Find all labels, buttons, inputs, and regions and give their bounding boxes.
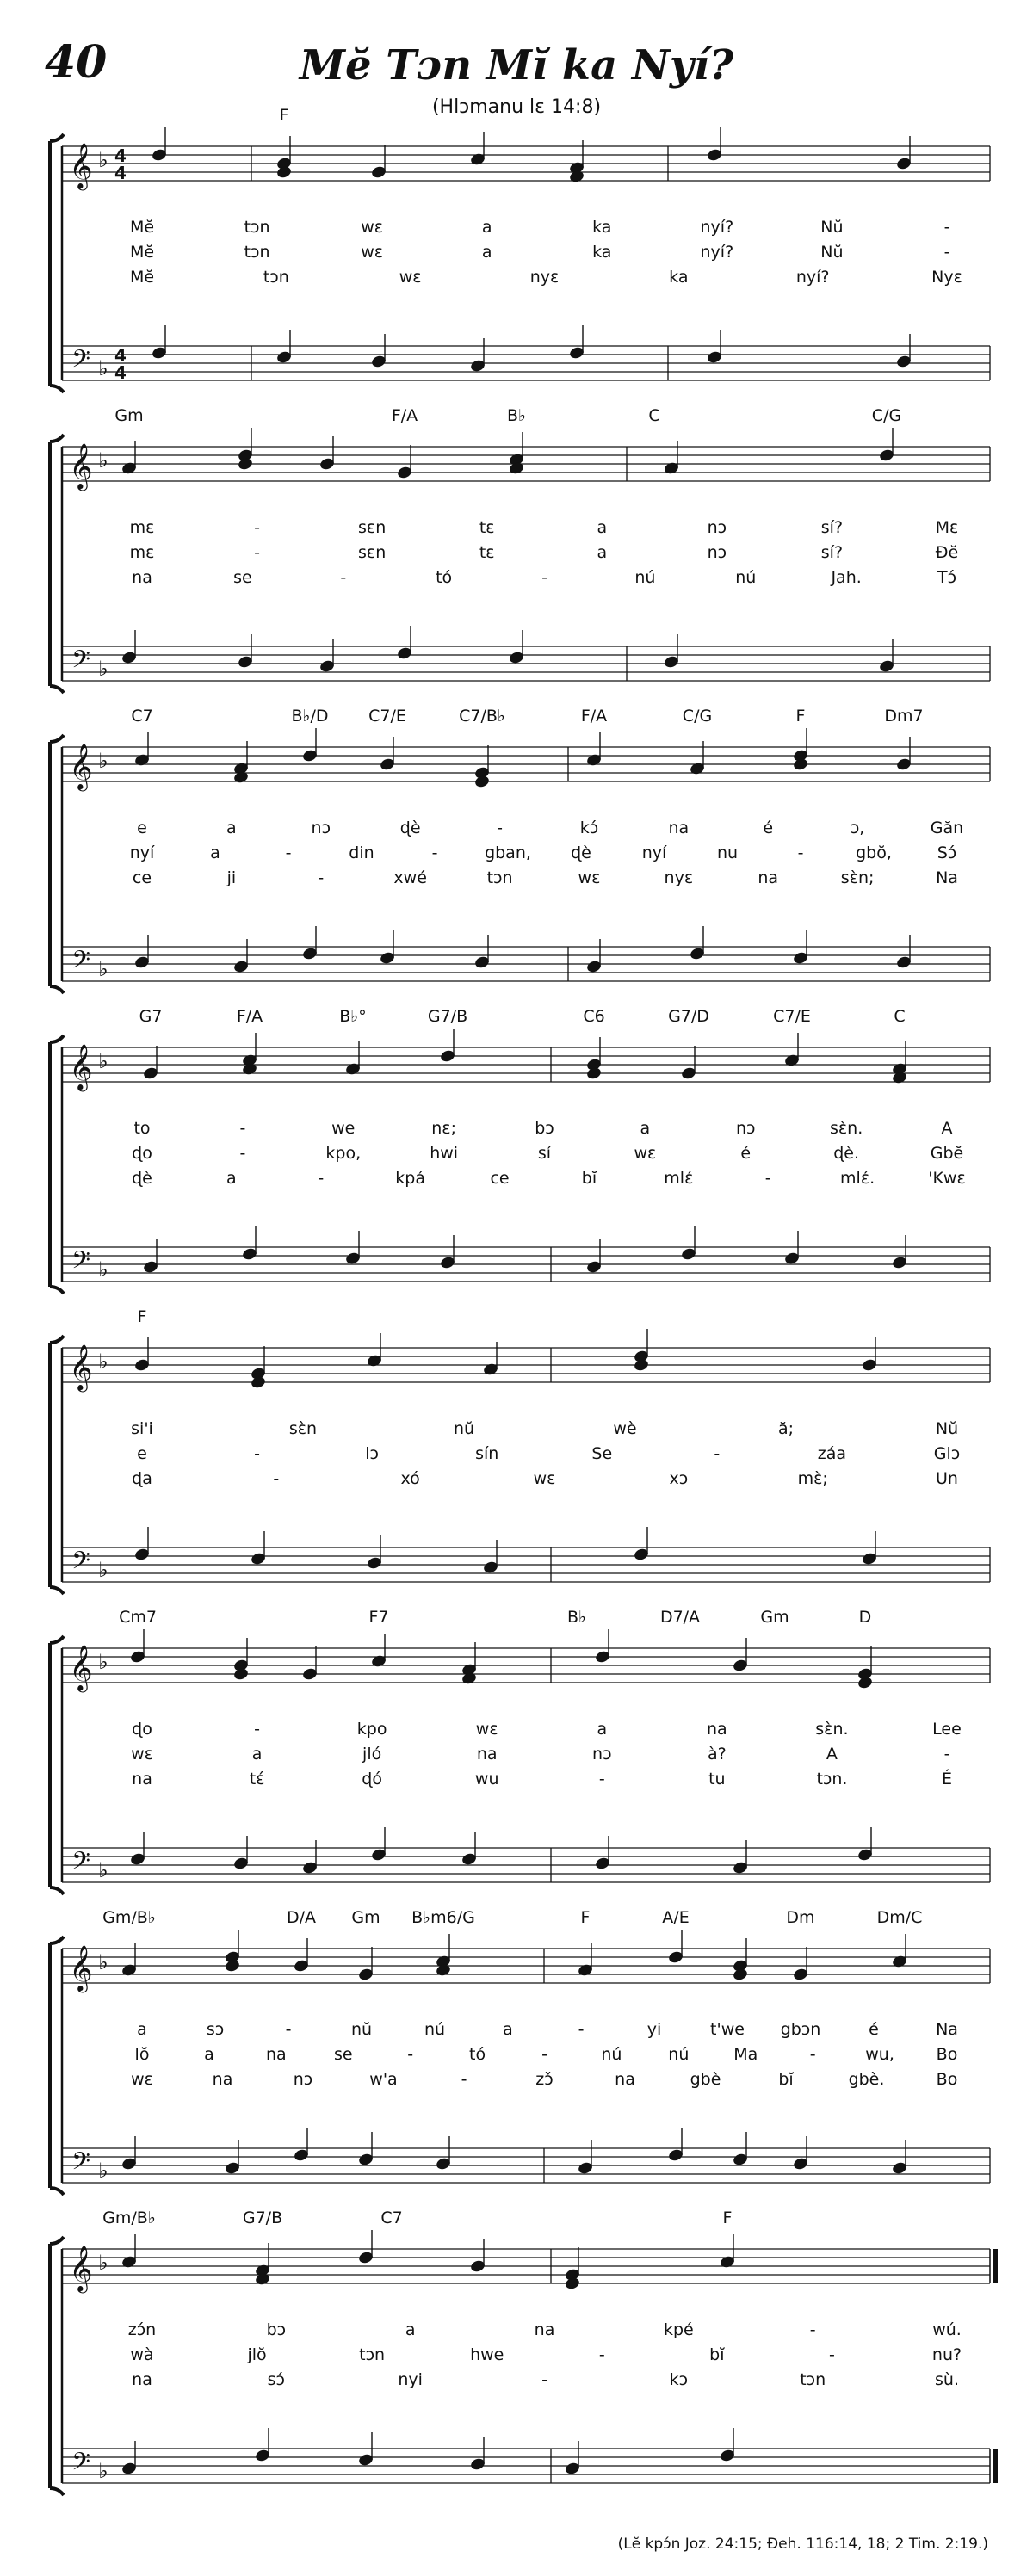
key-signature-flat: ♭ xyxy=(98,749,108,773)
lyric-verse-2: na xyxy=(476,1745,498,1764)
chord-symbol: C/G xyxy=(871,406,902,425)
chord-symbol: G7 xyxy=(139,1007,163,1026)
lyric-verse-2: wu, xyxy=(865,2045,894,2064)
chord-symbol: C7 xyxy=(131,707,153,726)
lyric-verse-1: mɛ xyxy=(129,518,155,537)
lyric-verse-3: nyɛ xyxy=(664,868,694,887)
lyric-verse-3: kɔ xyxy=(669,2370,689,2389)
key-signature-flat: ♭ xyxy=(98,448,108,473)
lyric-verse-1: zɔ́n xyxy=(127,2320,157,2339)
lyric-verse-2: - xyxy=(285,843,292,862)
key-signature-flat: ♭ xyxy=(98,1650,108,1674)
lyric-verse-3: na xyxy=(132,568,152,587)
lyric-verse-2: - xyxy=(254,1444,261,1463)
chord-symbol: F/A xyxy=(236,1007,263,1026)
lyric-verse-3: bĭ xyxy=(778,2070,794,2089)
lyric-verse-1: a xyxy=(503,2020,513,2039)
chord-symbol: F/A xyxy=(391,406,418,425)
lyric-verse-3: sù. xyxy=(935,2370,959,2389)
lyric-verse-2: sí? xyxy=(820,543,844,562)
lyric-verse-1: nŭ xyxy=(350,2020,373,2039)
lyric-verse-2: a xyxy=(597,543,608,562)
chord-symbol: C xyxy=(648,406,660,425)
chord-symbol: Cm7 xyxy=(119,1608,157,1627)
key-signature-flat: ♭ xyxy=(98,1049,108,1073)
lyric-verse-3: w'a xyxy=(369,2070,398,2089)
lyric-verse-2: Ðĕ xyxy=(935,543,959,562)
lyric-verse-2: e xyxy=(137,1444,147,1463)
lyric-verse-3: tɔn xyxy=(486,868,513,887)
lyric-verse-1: sɛ̀n. xyxy=(829,1119,863,1138)
lyric-verse-2: nɔ xyxy=(592,1745,612,1764)
lyric-verse-2: nu xyxy=(716,843,739,862)
lyric-verse-1: a xyxy=(640,1119,651,1138)
lyric-verse-3: nyɛ xyxy=(529,268,560,287)
lyric-verse-3: wɛ xyxy=(399,268,422,287)
lyric-verse-1: Mɛ xyxy=(935,518,959,537)
lyric-verse-2: - xyxy=(598,2345,605,2364)
lyric-verse-1: kpo xyxy=(356,1720,387,1739)
lyric-verse-1: yi xyxy=(646,2020,662,2039)
lyric-verse-2: - xyxy=(714,1444,721,1463)
lyric-verse-2: lɔ xyxy=(365,1444,380,1463)
chord-symbol: F xyxy=(795,707,806,726)
lyric-verse-3: Tɔ́ xyxy=(937,568,957,587)
lyric-verse-1: bɔ xyxy=(535,1119,554,1138)
lyric-verse-3: tɔn xyxy=(800,2370,826,2389)
chord-symbol: B♭/D xyxy=(291,707,329,726)
lyric-verse-3: ka xyxy=(669,268,689,287)
lyric-verse-2: kpo, xyxy=(325,1144,362,1163)
lyric-verse-3: Mĕ xyxy=(129,268,155,287)
key-signature-flat: ♭ xyxy=(98,657,108,681)
lyric-verse-2: se xyxy=(333,2045,353,2064)
treble-clef-icon: 𝄞 xyxy=(69,1344,93,1390)
lyric-verse-1: Nŭ xyxy=(935,1419,959,1438)
lyric-verse-2: lŏ xyxy=(134,2045,150,2064)
lyric-verse-2: Mĕ xyxy=(129,243,155,262)
lyric-verse-2: wɛ xyxy=(361,243,384,262)
lyric-verse-3: - xyxy=(273,1469,280,1488)
lyric-verse-2: - xyxy=(431,843,438,862)
lyric-verse-2: a xyxy=(204,2045,214,2064)
key-signature-flat: ♭ xyxy=(98,1858,108,1882)
lyric-verse-1: na xyxy=(707,1720,727,1739)
lyric-verse-2: nú xyxy=(668,2045,690,2064)
lyric-verse-3: a xyxy=(226,1169,237,1188)
lyric-verse-3: xó xyxy=(400,1469,420,1488)
chord-symbol: C7 xyxy=(380,2208,403,2227)
lyric-verse-3: 'Kwɛ xyxy=(928,1169,966,1188)
lyric-verse-2: din xyxy=(349,843,374,862)
lyric-verse-1: tɔn xyxy=(244,218,270,237)
bass-clef-icon: 𝄢 xyxy=(71,646,90,680)
lyric-verse-1: - xyxy=(254,1720,261,1739)
key-signature-flat: ♭ xyxy=(98,1558,108,1582)
chord-symbol: C6 xyxy=(583,1007,605,1026)
lyric-verse-3: bĭ xyxy=(581,1169,597,1188)
chord-symbol: D/A xyxy=(286,1908,317,1927)
lyric-verse-1: e xyxy=(137,819,147,837)
lyric-verse-2: ka xyxy=(592,243,612,262)
lyric-verse-1: a xyxy=(137,2020,147,2039)
lyric-verse-3: mɛ̀; xyxy=(797,1469,828,1488)
lyric-verse-3: nɔ xyxy=(293,2070,313,2089)
lyric-verse-3: ɖa xyxy=(132,1469,152,1488)
lyric-verse-3: xwé xyxy=(393,868,427,887)
lyric-verse-3: ɖó xyxy=(362,1770,382,1788)
lyric-verse-3: - xyxy=(541,568,547,587)
lyric-verse-2: Ma xyxy=(733,2045,758,2064)
chord-symbol: Dm/C xyxy=(876,1908,923,1927)
lyric-verse-1: ka xyxy=(592,218,612,237)
lyric-verse-2: - xyxy=(254,543,261,562)
lyric-verse-1: to xyxy=(133,1119,151,1138)
chord-symbol: F xyxy=(580,1908,591,1927)
lyric-verse-1: ɔ, xyxy=(850,819,865,837)
treble-clef-icon: 𝄞 xyxy=(69,142,93,188)
chord-symbol: F7 xyxy=(368,1608,389,1627)
chord-symbol: F xyxy=(279,106,289,125)
lyric-verse-3: - xyxy=(764,1169,771,1188)
lyric-verse-1: si'i xyxy=(131,1419,153,1438)
treble-clef-icon: 𝄞 xyxy=(69,442,93,489)
lyric-verse-1: a xyxy=(226,819,237,837)
lyric-verse-1: - xyxy=(497,819,503,837)
lyric-verse-1: a xyxy=(597,518,608,537)
lyric-verse-2: nyí xyxy=(641,843,667,862)
lyric-verse-3: mlɛ́. xyxy=(840,1169,875,1188)
lyric-verse-1: Lee xyxy=(932,1720,962,1739)
chord-symbol: C7/E xyxy=(368,707,406,726)
lyric-verse-1: Găn xyxy=(930,819,964,837)
lyric-verse-2: wà xyxy=(130,2345,154,2364)
lyric-verse-2: tɔn xyxy=(244,243,270,262)
lyric-verse-1: - xyxy=(239,1119,246,1138)
chord-symbol: G7/D xyxy=(668,1007,709,1026)
key-signature-flat: ♭ xyxy=(98,1350,108,1374)
chord-symbol: D xyxy=(858,1608,872,1627)
lyric-verse-3: gbè xyxy=(690,2070,721,2089)
lyric-verse-2: nú xyxy=(601,2045,622,2064)
lyric-verse-1: nyí? xyxy=(700,218,734,237)
lyric-verse-3: na xyxy=(212,2070,233,2089)
lyric-verse-1: wú. xyxy=(932,2320,962,2339)
lyric-verse-3: Jah. xyxy=(831,568,862,587)
lyric-verse-1: kpé xyxy=(663,2320,694,2339)
time-signature-bottom: 4 xyxy=(114,163,127,183)
lyric-verse-3: nyi xyxy=(398,2370,423,2389)
lyric-verse-1: tɛ xyxy=(479,518,495,537)
lyric-verse-3: É xyxy=(941,1770,953,1788)
lyric-verse-3: nú xyxy=(735,568,757,587)
chord-symbol: B♭ xyxy=(567,1608,586,1627)
treble-clef-icon: 𝄞 xyxy=(69,1644,93,1690)
bass-clef-icon: 𝄢 xyxy=(71,1246,90,1281)
lyric-verse-2: nyí? xyxy=(700,243,734,262)
lyric-verse-2: ɖè. xyxy=(833,1144,860,1163)
chord-symbol: Dm7 xyxy=(884,707,924,726)
lyric-verse-2: - xyxy=(797,843,804,862)
lyric-verse-3: - xyxy=(340,568,347,587)
lyric-verse-1: sɛ̀n. xyxy=(815,1720,849,1739)
lyric-verse-2: é xyxy=(740,1144,752,1163)
lyric-verse-1: - xyxy=(578,2020,585,2039)
lyric-verse-1: kɔ́ xyxy=(579,819,599,837)
lyric-verse-2: Glɔ xyxy=(933,1444,961,1463)
lyric-verse-3: ɖè xyxy=(132,1169,152,1188)
lyric-verse-2: wɛ xyxy=(634,1144,657,1163)
lyric-verse-2: a xyxy=(210,843,220,862)
lyric-verse-2: - xyxy=(407,2045,414,2064)
lyric-verse-1: sí? xyxy=(820,518,844,537)
treble-clef-icon: 𝄞 xyxy=(69,2245,93,2291)
lyric-verse-1: t'we xyxy=(710,2020,745,2039)
lyric-verse-1: na xyxy=(668,819,690,837)
lyric-verse-1: wɛ xyxy=(475,1720,498,1739)
lyric-verse-2: - xyxy=(809,2045,816,2064)
bass-clef-icon: 𝄢 xyxy=(71,2448,90,2482)
lyric-verse-1: nɔ xyxy=(311,819,331,837)
lyric-verse-1: é xyxy=(869,2020,879,2039)
chord-symbol: C/G xyxy=(682,707,713,726)
lyric-verse-2: tɛ xyxy=(479,543,495,562)
key-signature-flat: ♭ xyxy=(98,2251,108,2275)
lyric-verse-2: A xyxy=(826,1745,838,1764)
lyric-verse-1: gbɔn xyxy=(780,2020,821,2039)
lyric-verse-3: tɛ́ xyxy=(249,1770,265,1788)
bass-clef-icon: 𝄢 xyxy=(71,1547,90,1581)
chord-symbol: C7/E xyxy=(773,1007,811,1026)
lyric-verse-2: sín xyxy=(475,1444,499,1463)
lyric-verse-3: nyí? xyxy=(795,268,830,287)
lyric-verse-3: na xyxy=(758,868,779,887)
treble-clef-icon: 𝄞 xyxy=(69,743,93,789)
lyric-verse-2: tɔn xyxy=(359,2345,386,2364)
lyric-verse-2: jlŏ xyxy=(247,2345,267,2364)
chord-symbol: D7/A xyxy=(659,1608,701,1627)
chord-symbol: G7/B xyxy=(427,1007,468,1026)
lyric-verse-3: na xyxy=(132,1770,152,1788)
lyric-verse-2: sɛn xyxy=(358,543,387,562)
lyric-verse-2: Sɔ́ xyxy=(937,843,957,862)
lyric-verse-1: - xyxy=(285,2020,292,2039)
lyric-verse-3: - xyxy=(598,1770,605,1788)
lyric-verse-3: xɔ xyxy=(669,1469,689,1488)
hymn-title: Mĕ Tɔn Mĭ ka Nyí? xyxy=(299,41,734,90)
lyric-verse-3: wɛ xyxy=(131,2070,153,2089)
chord-symbol: C7/B♭ xyxy=(459,707,505,726)
lyric-verse-2: - xyxy=(239,1144,246,1163)
chord-symbol: Gm xyxy=(114,406,144,425)
lyric-verse-2: ɖo xyxy=(132,1144,152,1163)
lyric-verse-3: na xyxy=(132,2370,152,2389)
chord-symbol: Gm/B♭ xyxy=(102,1908,156,1927)
lyric-verse-2: gbŏ, xyxy=(856,843,892,862)
lyric-verse-1: wè xyxy=(613,1419,637,1438)
lyric-verse-3: na xyxy=(615,2070,635,2089)
lyric-verse-2: Se xyxy=(591,1444,613,1463)
lyric-verse-2: jló xyxy=(362,1745,382,1764)
lyric-verse-3: se xyxy=(233,568,252,587)
lyric-verse-1: A xyxy=(941,1119,953,1138)
chord-symbol: Gm xyxy=(760,1608,789,1627)
lyric-verse-2: sí xyxy=(537,1144,552,1163)
lyric-verse-3: wu xyxy=(474,1770,499,1788)
lyric-verse-1: sɛ̀n xyxy=(288,1419,318,1438)
key-signature-flat: ♭ xyxy=(98,2159,108,2183)
lyric-verse-2: hwe xyxy=(470,2345,504,2364)
lyric-verse-3: tu xyxy=(708,1770,726,1788)
lyric-verse-2: bĭ xyxy=(709,2345,725,2364)
lyric-verse-2: Nŭ xyxy=(820,243,844,262)
chord-symbol: C xyxy=(894,1007,906,1026)
lyric-verse-1: sɛn xyxy=(358,518,387,537)
lyric-verse-2: nu? xyxy=(931,2345,962,2364)
treble-clef-icon: 𝄞 xyxy=(69,1944,93,1991)
lyric-verse-3: - xyxy=(318,868,325,887)
chord-symbol: Gm xyxy=(351,1908,380,1927)
lyric-verse-2: - xyxy=(828,2345,835,2364)
lyric-verse-2: Bo xyxy=(936,2045,958,2064)
lyric-verse-1: sɔ xyxy=(206,2020,225,2039)
lyric-verse-2: ɖè xyxy=(571,843,591,862)
key-signature-flat: ♭ xyxy=(98,957,108,981)
chord-symbol: B♭° xyxy=(339,1007,367,1026)
lyric-verse-3: kpá xyxy=(395,1169,426,1188)
lyric-verse-2: - xyxy=(943,1745,950,1764)
footer-references: (Lĕ kpɔ́n Joz. 24:15; Ɖeh. 116:14, 18; 2 Tim. 2:19.) xyxy=(617,2536,988,2553)
lyric-verse-2: na xyxy=(265,2045,287,2064)
lyric-verse-3: wɛ xyxy=(578,868,601,887)
lyric-verse-3: mlɛ́ xyxy=(664,1169,694,1188)
lyric-verse-3: nú xyxy=(634,568,656,587)
lyric-verse-2: - xyxy=(943,243,950,262)
lyric-verse-1: ɖo xyxy=(132,1720,152,1739)
lyric-verse-2: nyí xyxy=(129,843,155,862)
chord-symbol: F/A xyxy=(580,707,608,726)
time-signature-top: 4 xyxy=(114,145,127,166)
hymn-number: 40 xyxy=(45,36,108,89)
treble-clef-icon: 𝄞 xyxy=(69,1043,93,1090)
lyric-verse-3: Nyɛ xyxy=(931,268,962,287)
lyric-verse-1: nɔ xyxy=(707,518,727,537)
lyric-verse-3: sɔ́ xyxy=(267,2370,286,2389)
lyric-verse-2: a xyxy=(481,243,492,262)
bass-clef-icon: 𝄢 xyxy=(71,2147,90,2182)
lyric-verse-1: wɛ xyxy=(361,218,384,237)
chord-symbol: B♭ xyxy=(507,406,526,425)
lyric-verse-1: ɖè xyxy=(399,819,421,837)
lyric-verse-3: Na xyxy=(936,868,958,887)
lyric-verse-2: - xyxy=(541,2045,547,2064)
lyric-verse-3: tɔn. xyxy=(816,1770,848,1788)
lyric-verse-2: záa xyxy=(817,1444,847,1463)
lyric-verse-2: wɛ xyxy=(131,1745,153,1764)
lyric-verse-1: ă; xyxy=(777,1419,795,1438)
lyric-verse-1: bɔ xyxy=(266,2320,287,2339)
key-signature-flat: ♭ xyxy=(98,1950,108,1974)
lyric-verse-3: ji xyxy=(226,868,237,887)
lyric-verse-3: - xyxy=(461,2070,467,2089)
chord-symbol: F xyxy=(722,2208,733,2227)
lyric-verse-3: - xyxy=(541,2370,547,2389)
lyric-verse-1: nú xyxy=(424,2020,446,2039)
lyric-verse-3: Un xyxy=(936,1469,958,1488)
lyric-verse-1: Nŭ xyxy=(820,218,844,237)
chord-symbol: Dm xyxy=(786,1908,815,1927)
key-signature-flat: ♭ xyxy=(98,1257,108,1282)
lyric-verse-3: sɛ̀n; xyxy=(840,868,875,887)
lyric-verse-2: a xyxy=(251,1745,263,1764)
lyric-verse-3: Bo xyxy=(936,2070,958,2089)
key-signature-flat: ♭ xyxy=(98,356,108,380)
bass-clef-icon: 𝄢 xyxy=(71,345,90,380)
lyric-verse-3: tó xyxy=(436,568,453,587)
lyric-verse-3: - xyxy=(318,1169,325,1188)
lyric-verse-3: zɔ̌ xyxy=(535,2070,554,2089)
lyric-verse-3: ce xyxy=(132,868,152,887)
chord-symbol: G7/B xyxy=(242,2208,283,2227)
lyric-verse-2: tó xyxy=(469,2045,486,2064)
lyric-verse-3: ce xyxy=(490,1169,510,1188)
key-signature-flat: ♭ xyxy=(98,2459,108,2483)
lyric-verse-1: é xyxy=(763,819,774,837)
lyric-verse-3: gbè. xyxy=(848,2070,885,2089)
lyric-verse-1: nɛ; xyxy=(431,1119,456,1138)
lyric-verse-1: nŭ xyxy=(453,1419,475,1438)
chord-symbol: F xyxy=(137,1307,147,1326)
lyric-verse-2: à? xyxy=(707,1745,727,1764)
lyric-verse-3: tɔn xyxy=(263,268,289,287)
lyric-verse-1: - xyxy=(809,2320,816,2339)
chord-symbol: Gm/B♭ xyxy=(102,2208,156,2227)
lyric-verse-2: mɛ xyxy=(129,543,155,562)
lyric-verse-2: Gbĕ xyxy=(930,1144,964,1163)
bass-clef-icon: 𝄢 xyxy=(71,1847,90,1881)
bass-clef-icon: 𝄢 xyxy=(71,946,90,980)
lyric-verse-1: a xyxy=(597,1720,608,1739)
lyric-verse-2: hwi xyxy=(430,1144,459,1163)
chord-symbol: B♭m6/G xyxy=(411,1908,475,1927)
lyric-verse-1: - xyxy=(943,218,950,237)
time-signature-top: 4 xyxy=(114,345,127,366)
lyric-verse-1: Mĕ xyxy=(129,218,155,237)
scripture-reference: (Hlɔmanu lɛ 14:8) xyxy=(431,96,602,118)
lyric-verse-1: Na xyxy=(936,2020,958,2039)
lyric-verse-1: nɔ xyxy=(736,1119,756,1138)
lyric-verse-1: we xyxy=(331,1119,356,1138)
time-signature-bottom: 4 xyxy=(114,362,127,383)
lyric-verse-3: wɛ xyxy=(533,1469,556,1488)
chord-symbol: A/E xyxy=(662,1908,690,1927)
lyric-verse-1: na xyxy=(534,2320,555,2339)
lyric-verse-1: - xyxy=(254,518,261,537)
lyric-verse-1: a xyxy=(405,2320,416,2339)
lyric-verse-1: a xyxy=(481,218,492,237)
key-signature-flat: ♭ xyxy=(98,148,108,172)
lyric-verse-2: nɔ xyxy=(707,543,727,562)
lyric-verse-2: gban, xyxy=(485,843,531,862)
